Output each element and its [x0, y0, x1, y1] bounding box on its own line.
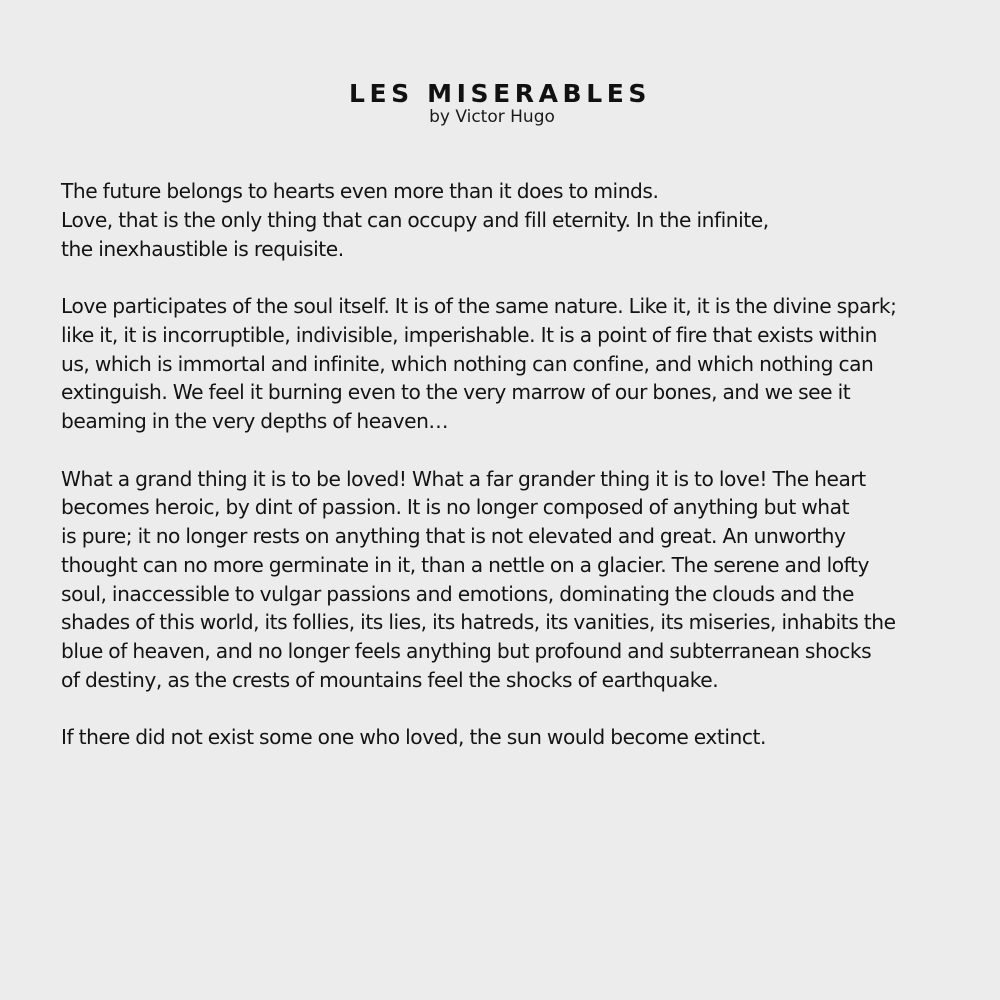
text-line: If there did not exist some one who loved, the sun would become extinct.	[61, 725, 766, 750]
document-title: LES MISERABLES	[348, 78, 652, 108]
paragraph-2	[61, 292, 961, 436]
text-line: thought can no more germinate in it, than a nettle on a glacier. The serene and lofty	[61, 552, 869, 577]
paragraph-3	[61, 465, 961, 695]
text-line: beaming in the very depths of heaven…	[61, 409, 449, 433]
text-line: the inexhaustible is requisite.	[61, 236, 344, 261]
text-line: us, which is immortal and infinite, which nothing can confine, and which nothing can	[61, 351, 874, 376]
text-line: extinguish. We feel it burning even to the very marrow of our bones, and we see it	[61, 380, 851, 405]
text-line: shades of this world, its follies, its lies, its hatreds, its vanities, its miseries, inhabits the	[61, 610, 896, 635]
text-line: soul, inaccessible to vulgar passions and emotions, dominating the clouds and the	[61, 581, 854, 606]
text-line: becomes heroic, by dint of passion. It is no longer composed of anything but what	[61, 495, 850, 520]
text-line: The future belongs to hearts even more than it does to minds.	[61, 179, 659, 203]
text-line: blue of heaven, and no longer feels anything but profound and subterranean shocks	[61, 639, 872, 663]
text-line: Love participates of the soul itself. It is of the same nature. Like it, it is the divine spark;	[61, 294, 897, 318]
paragraph-4	[61, 723, 961, 752]
text-line: of destiny, as the crests of mountains feel the shocks of earthquake.	[61, 667, 719, 692]
paragraph-1	[61, 177, 961, 263]
text-line: is pure; it no longer rests on anything that is not elevated and great. An unworthy	[61, 524, 846, 548]
text-line: Love, that is the only thing that can occupy and fill eternity. In the infinite,	[61, 207, 769, 232]
text-line: like it, it is incorruptible, indivisible, imperishable. It is a point of fire that exists within	[61, 322, 878, 347]
author-byline: by Victor Hugo	[429, 107, 555, 127]
document-body	[61, 177, 961, 781]
text-line: What a grand thing it is to be loved! What a far grander thing it is to love! The heart	[61, 466, 866, 491]
